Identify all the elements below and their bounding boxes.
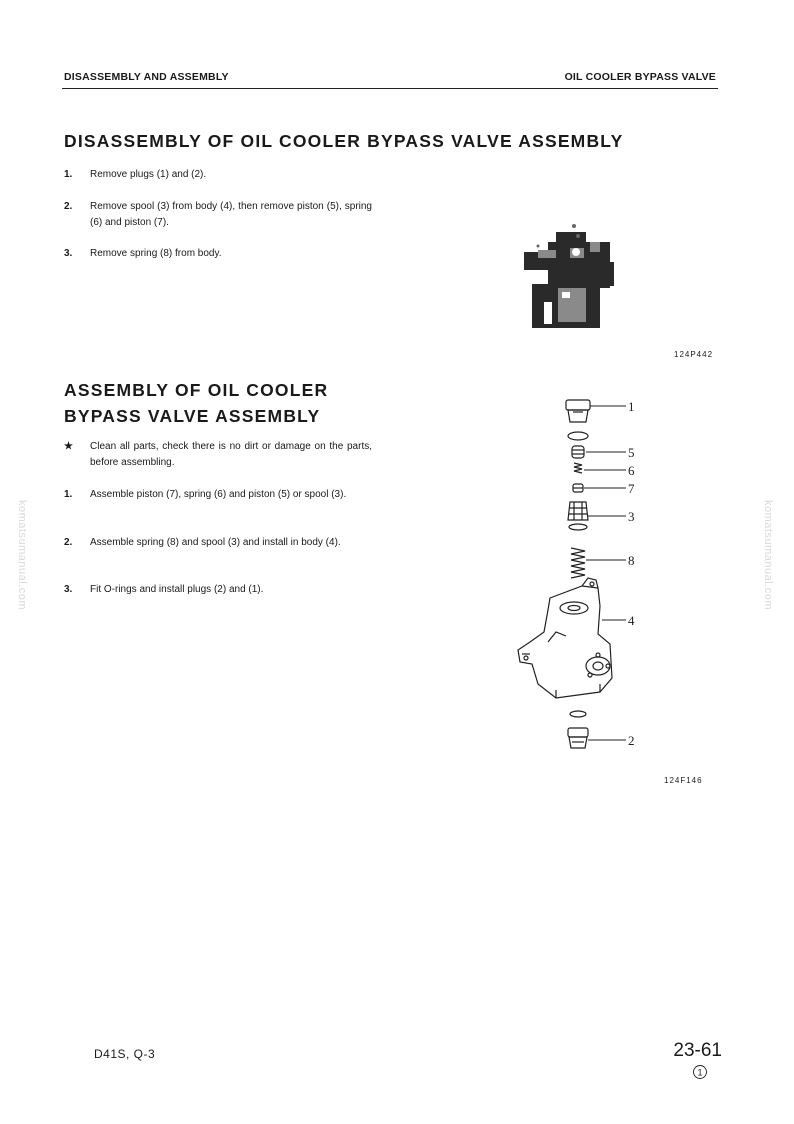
model-code: D41S, Q-3 [94,1047,156,1061]
photo-caption: 124P442 [674,350,714,359]
disassembly-heading: DISASSEMBLY OF OIL COOLER BYPASS VALVE ASSEMBLY [64,131,624,151]
step-number: 1. [64,489,73,500]
callout-2: 2 [628,733,635,748]
step-number: 2. [64,537,73,548]
drawing-caption: 124F146 [664,776,703,785]
step-text: Assemble piston (7), spring (6) and piston (5) or spool (3). [90,489,347,500]
assembly-step-1 [64,487,372,503]
callout-5: 5 [628,445,635,460]
disassembly-step-2 [64,199,372,231]
disassembly-step-1 [64,167,372,183]
assembly-heading [64,377,328,429]
callout-3: 3 [628,509,635,524]
callout-6: 6 [628,463,635,478]
assembly-step-2 [64,535,372,551]
callout-7: 7 [628,481,635,496]
assembly-note [64,439,372,471]
callout-1: 1 [628,399,635,414]
star-icon: ★ [64,441,73,452]
step-text: Assemble spring (8) and spool (3) and install in body (4). [90,537,341,548]
header-rule [62,88,718,89]
assembly-heading-line-1: ASSEMBLY OF OIL COOLER [64,380,329,400]
callout-4: 4 [628,613,635,628]
exploded-view-drawing [508,392,648,764]
header-section-title: DISASSEMBLY AND ASSEMBLY [64,71,229,83]
note-text: Clean all parts, check there is no dirt or damage on the parts, before assembling. [90,441,372,468]
step-number: 2. [64,201,73,212]
disassembly-step-3 [64,246,372,262]
step-number: 3. [64,248,73,259]
watermark-left: komatsumanual.com [16,500,28,610]
step-text: Remove spool (3) from body (4), then remove piston (5), spring (6) and piston (7). [90,201,372,228]
step-text: Remove spring (8) from body. [90,248,222,259]
watermark-right: komatsumanual.com [762,500,774,610]
step-text: Fit O-rings and install plugs (2) and (1). [90,584,264,595]
assembly-heading-line-2: BYPASS VALVE ASSEMBLY [64,406,321,426]
page-number: 23-61 [673,1040,722,1061]
header-topic-title: OIL COOLER BYPASS VALVE [564,71,716,83]
revision-mark [692,1064,708,1080]
step-text: Remove plugs (1) and (2). [90,169,207,180]
step-number: 3. [64,584,73,595]
step-number: 1. [64,169,73,180]
assembly-step-3 [64,582,372,598]
revision-number: 1 [697,1067,703,1078]
callout-8: 8 [628,553,635,568]
disassembly-photo [518,222,622,330]
